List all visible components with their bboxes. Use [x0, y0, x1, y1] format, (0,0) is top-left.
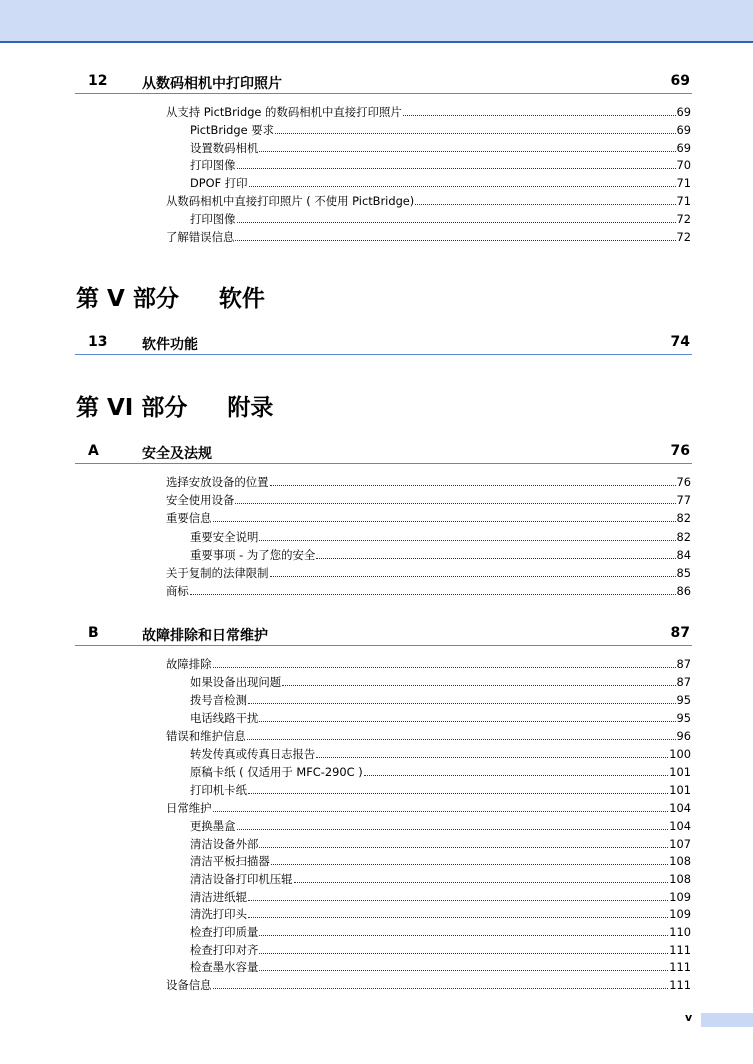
toc-entry-title: 原稿卡纸 ( 仅适用于 MFC-290C ): [190, 765, 363, 779]
chapter-title: 从数码相机中打印照片: [142, 76, 282, 92]
toc-entry-title: 从数码相机中直接打印照片 ( 不使用 PictBridge): [166, 194, 415, 208]
toc-entry-title: 重要安全说明: [190, 530, 259, 544]
toc-entry[interactable]: [190, 923, 691, 939]
toc-entry-title: 打印机卡纸: [190, 783, 247, 797]
toc-entry[interactable]: [190, 691, 691, 707]
toc-entry[interactable]: [190, 174, 691, 190]
toc-entry-title: 重要信息: [166, 511, 212, 525]
dot-leader: [248, 900, 668, 901]
toc-entry[interactable]: [190, 888, 691, 904]
chapter-title: 安全及法规: [142, 446, 212, 462]
toc-entry[interactable]: [190, 817, 691, 833]
toc-entry[interactable]: [166, 582, 691, 598]
chapter-page: 74: [670, 334, 690, 350]
toc-entry-page: 69: [676, 105, 691, 119]
toc-entry-title: 更换墨盒: [190, 819, 236, 833]
dot-leader: [316, 757, 668, 758]
toc-entry[interactable]: [190, 528, 691, 544]
toc-entry-title: 清洁平板扫描器: [190, 854, 270, 868]
toc-entry-page: 96: [676, 729, 691, 743]
toc-entry-title: 安全使用设备: [166, 493, 235, 507]
toc-entry-title: 关于复制的法律限制: [166, 566, 269, 580]
toc-entry-page: 108: [669, 872, 691, 886]
toc-entry-page: 72: [676, 230, 691, 244]
toc-entry-page: 111: [669, 978, 691, 992]
toc-entry-title: PictBridge 要求: [190, 123, 275, 137]
toc-entry-title: 设备信息: [166, 978, 212, 992]
toc-entry[interactable]: [166, 976, 691, 992]
toc-entry-title: 电话线路干扰: [190, 711, 259, 725]
toc-entry-page: 104: [669, 801, 691, 815]
dot-leader: [213, 521, 676, 522]
toc-entry-title: 选择安放设备的位置: [166, 475, 269, 489]
toc-entry[interactable]: [190, 709, 691, 725]
toc-entry[interactable]: [190, 546, 691, 562]
chapter-number: 12: [88, 73, 108, 89]
toc-entry-page: 95: [676, 693, 691, 707]
chapter-number: B: [88, 625, 99, 641]
toc-entry-title: 错误和维护信息: [166, 729, 246, 743]
toc-entry-page: 69: [676, 141, 691, 155]
dot-leader: [248, 917, 668, 918]
part-heading-v: 第 V 部分 软件: [76, 286, 265, 312]
toc-entry[interactable]: [190, 870, 691, 886]
toc-entry-page: 76: [676, 475, 691, 489]
toc-entry-title: 清洁设备打印机压辊: [190, 872, 293, 886]
toc-entry-title: 重要事项 - 为了您的安全: [190, 548, 316, 562]
toc-entry[interactable]: [166, 192, 691, 208]
toc-entry[interactable]: [166, 799, 691, 815]
toc-entry[interactable]: [166, 727, 691, 743]
toc-entry-title: 拨号音检测: [190, 693, 247, 707]
dot-leader: [415, 204, 675, 205]
toc-entry-title: 检查墨水容量: [190, 960, 259, 974]
toc-entry-title: 清洁设备外部: [190, 837, 259, 851]
toc-entry-title: 从支持 PictBridge 的数码相机中直接打印照片: [166, 105, 402, 119]
toc-entry-page: 69: [676, 123, 691, 137]
toc-entry-page: 87: [676, 657, 691, 671]
dot-leader: [259, 953, 668, 954]
toc-entry[interactable]: [166, 509, 691, 525]
toc-entry[interactable]: [190, 941, 691, 957]
toc-entry-page: 109: [669, 890, 691, 904]
toc-entry[interactable]: [166, 228, 691, 244]
dot-leader: [259, 847, 668, 848]
toc-entry-page: 109: [669, 907, 691, 921]
toc-entry[interactable]: [190, 905, 691, 921]
toc-entry-title: 清洗打印头: [190, 907, 247, 921]
dot-leader: [282, 685, 675, 686]
dot-leader: [270, 576, 676, 577]
dot-leader: [247, 739, 676, 740]
dot-leader: [213, 811, 669, 812]
toc-entry[interactable]: [190, 958, 691, 974]
toc-entry-page: 111: [669, 943, 691, 957]
toc-entry-page: 71: [676, 194, 691, 208]
dot-leader: [235, 240, 675, 241]
toc-entry[interactable]: [166, 491, 691, 507]
toc-entry-title: 转发传真或传真日志报告: [190, 747, 316, 761]
dot-leader: [237, 829, 669, 830]
toc-entry-title: 商标: [166, 584, 189, 598]
toc-entry-page: 101: [669, 765, 691, 779]
toc-entry-page: 87: [676, 675, 691, 689]
dot-leader: [248, 793, 668, 794]
toc-entry-title: 设置数码相机: [190, 141, 259, 155]
chapter-title: 故障排除和日常维护: [142, 628, 268, 644]
dot-leader: [294, 882, 669, 883]
dot-leader: [190, 594, 676, 595]
toc-entry[interactable]: [190, 121, 691, 137]
toc-entry-title: 打印图像: [190, 158, 236, 172]
dot-leader: [259, 151, 675, 152]
toc-entry-title: DPOF 打印: [190, 176, 248, 190]
chapter-page: 76: [670, 443, 690, 459]
dot-leader: [259, 540, 675, 541]
dot-leader: [237, 168, 676, 169]
toc-entry-page: 70: [676, 158, 691, 172]
toc-entry[interactable]: [190, 210, 691, 226]
toc-entry-page: 77: [676, 493, 691, 507]
toc-entry-page: 95: [676, 711, 691, 725]
toc-entry-page: 85: [676, 566, 691, 580]
toc-entry[interactable]: [190, 763, 691, 779]
toc-entry[interactable]: [190, 781, 691, 797]
part-heading-vi: 第 VI 部分 附录: [76, 395, 274, 421]
chapter-page: 87: [670, 625, 690, 641]
dot-leader: [403, 115, 676, 116]
chapter-number: 13: [88, 334, 108, 350]
toc-entry-page: 110: [669, 925, 691, 939]
toc-entry-title: 打印图像: [190, 212, 236, 226]
dot-leader: [213, 667, 676, 668]
toc-entry-page: 71: [676, 176, 691, 190]
dot-leader: [237, 222, 676, 223]
toc-entry-title: 了解错误信息: [166, 230, 235, 244]
dot-leader: [259, 970, 668, 971]
footer-tab: [701, 1013, 753, 1027]
toc-entry-page: 82: [676, 511, 691, 525]
toc-entry[interactable]: [166, 564, 691, 580]
dot-leader: [213, 988, 669, 989]
dot-leader: [316, 558, 675, 559]
toc-entry-page: 72: [676, 212, 691, 226]
toc-entry-page: 84: [676, 548, 691, 562]
toc-entry-page: 100: [669, 747, 691, 761]
dot-leader: [271, 864, 669, 865]
dot-leader: [259, 721, 675, 722]
toc-entry[interactable]: [166, 655, 691, 671]
toc-entry-page: 107: [669, 837, 691, 851]
toc-entry-page: 111: [669, 960, 691, 974]
toc-entry-page: 108: [669, 854, 691, 868]
dot-leader: [235, 503, 675, 504]
dot-leader: [364, 775, 669, 776]
dot-leader: [248, 703, 676, 704]
toc-entry-title: 检查打印对齐: [190, 943, 259, 957]
dot-leader: [275, 133, 675, 134]
toc-entry[interactable]: [190, 852, 691, 868]
toc-entry-title: 故障排除: [166, 657, 212, 671]
toc-entry-title: 如果设备出现问题: [190, 675, 282, 689]
toc-entry[interactable]: [190, 835, 691, 851]
dot-leader: [270, 485, 676, 486]
toc-entry-page: 82: [676, 530, 691, 544]
toc-entry[interactable]: [190, 673, 691, 689]
chapter-title: 软件功能: [142, 337, 198, 353]
toc-entry-title: 清洁进纸辊: [190, 890, 247, 904]
toc-entry[interactable]: [190, 139, 691, 155]
toc-entry-title: 检查打印质量: [190, 925, 259, 939]
toc-entry[interactable]: [166, 473, 691, 489]
toc-entry-page: 86: [676, 584, 691, 598]
toc-entry[interactable]: [190, 745, 691, 761]
chapter-page: 69: [670, 73, 690, 89]
page-number: v: [685, 1011, 693, 1024]
toc-entry[interactable]: [166, 103, 691, 119]
toc-entry-title: 日常维护: [166, 801, 212, 815]
dot-leader: [259, 935, 668, 936]
chapter-number: A: [88, 443, 99, 459]
toc-entry-page: 104: [669, 819, 691, 833]
dot-leader: [249, 186, 676, 187]
toc-entry[interactable]: [190, 156, 691, 172]
toc-entry-page: 101: [669, 783, 691, 797]
